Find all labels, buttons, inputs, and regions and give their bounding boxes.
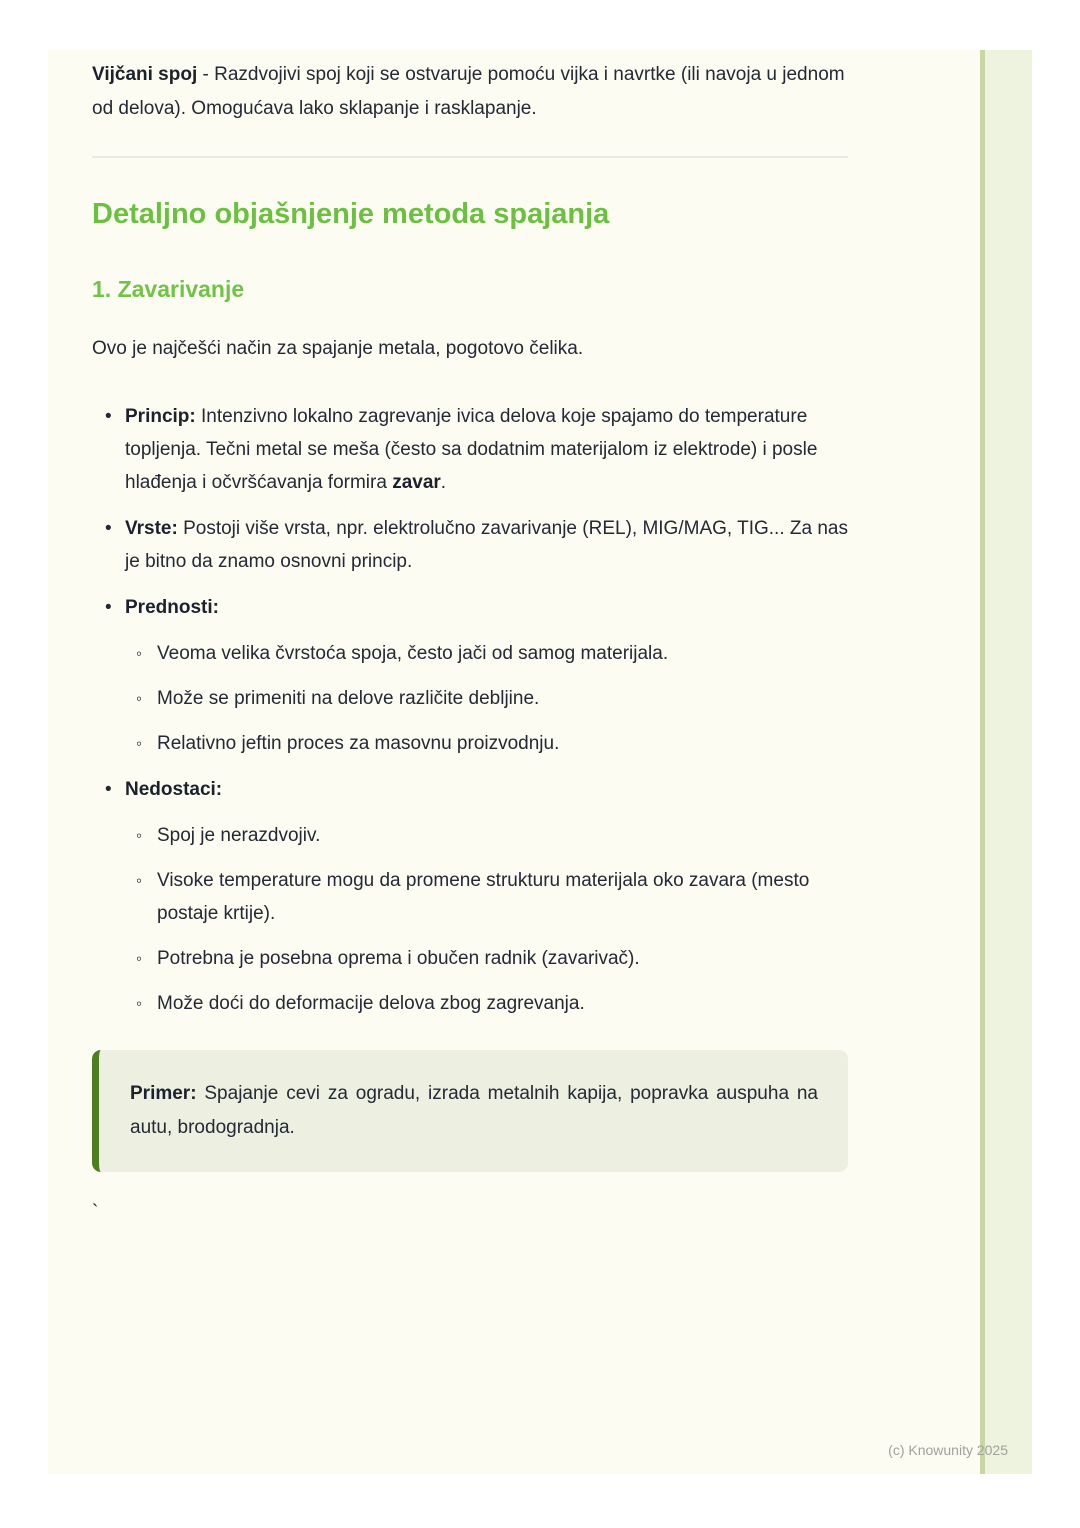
- list-item-body: [125, 773, 848, 1020]
- example-callout: [92, 1050, 848, 1172]
- bullet-icon: •: [105, 597, 112, 618]
- document-content: [92, 58, 848, 1230]
- sub-bullet-icon: ◦: [136, 994, 143, 1013]
- list-item-label: Prednosti:: [125, 597, 219, 618]
- sub-list-item: [125, 727, 848, 760]
- sub-bullet-icon: ◦: [136, 644, 143, 663]
- lead-paragraph: Ovo je najčešći način za spajanje metala, pogotovo čelika.: [92, 338, 584, 359]
- list-item-label: Vrste:: [125, 518, 178, 539]
- sub-bullet-icon: ◦: [136, 689, 143, 708]
- stray-character: `: [92, 1202, 99, 1223]
- sub-list-item-text: Veoma velika čvrstoća spoja, često jači od samog materijala.: [157, 643, 669, 664]
- callout-text: Spajanje cevi za ogradu, izrada metalnih kapija, popravka auspuha na autu, brodogradnja.: [130, 1083, 818, 1138]
- list-item-body: [125, 591, 848, 760]
- intro-paragraph: [92, 58, 848, 126]
- sub-list-item: [125, 864, 848, 930]
- bullet-list: [92, 400, 848, 1020]
- sub-list-item: [125, 682, 848, 715]
- list-item-body: [125, 400, 848, 499]
- list-item-princip: [92, 400, 848, 499]
- bullet-icon: •: [105, 406, 112, 427]
- subsection-heading: 1. Zavarivanje: [92, 276, 245, 302]
- list-item-label: Nedostaci:: [125, 779, 223, 800]
- intro-term: Vijčani spoj: [92, 64, 198, 85]
- sub-list-item-text: Relativno jeftin proces za masovnu proizvodnju.: [157, 733, 560, 754]
- sub-list-item-text: Spoj je nerazdvojiv.: [157, 825, 321, 846]
- section-divider: [92, 156, 848, 158]
- sub-bullet-icon: ◦: [136, 826, 143, 845]
- copyright-notice: (c) Knowunity 2025: [888, 1442, 1008, 1458]
- sub-list-item-text: Može doći do deformacije delova zbog zagrevanja.: [157, 993, 585, 1014]
- list-item-text: Postoji više vrsta, npr. elektrolučno zavarivanje (REL), MIG/MAG, TIG... Za nas je bitno da znamo osnovni princip.: [125, 518, 848, 572]
- sub-bullet-icon: ◦: [136, 949, 143, 968]
- bullet-icon: •: [105, 518, 112, 539]
- sub-bullet-icon: ◦: [136, 734, 143, 753]
- list-item-label: Princip:: [125, 406, 196, 427]
- document-page: [48, 50, 1032, 1474]
- sub-list-item-text: Potrebna je posebna oprema i obučen radnik (zavarivač).: [157, 948, 640, 969]
- list-item-text: Intenzivno lokalno zagrevanje ivica delova koje spajamo do temperature topljenja. Tečni metal se meša (često sa dodatnim materijalom iz elektrode) i posle hlađenja i očvršćavanja formira: [125, 406, 818, 493]
- list-item-emphasis: zavar: [392, 472, 441, 493]
- list-item-body: [125, 512, 848, 578]
- sub-list-item-text: Visoke temperature mogu da promene strukturu materijala oko zavara (mesto postaje krtije).: [157, 870, 810, 924]
- callout-label: Primer:: [130, 1083, 197, 1104]
- section-heading: Detaljno objašnjenje metoda spajanja: [92, 198, 610, 230]
- sub-list-item: [125, 637, 848, 670]
- sub-bullet-list: [125, 637, 848, 760]
- list-item-prednosti: [92, 591, 848, 760]
- sub-list-item: [125, 942, 848, 975]
- sub-list-item: [125, 819, 848, 852]
- list-item-nedostaci: [92, 773, 848, 1020]
- sub-list-item-text: Može se primeniti na delove različite debljine.: [157, 688, 540, 709]
- list-item-text-tail: .: [440, 472, 447, 493]
- intro-text: - Razdvojivi spoj koji se ostvaruje pomoću vijka i navrtke (ili navoja u jednom od delova). Omogućava lako sklapanje i rasklapanje.: [92, 64, 845, 119]
- page-edge-stripe: [980, 50, 1032, 1474]
- list-item-vrste: [92, 512, 848, 578]
- sub-bullet-icon: ◦: [136, 871, 143, 890]
- sub-list-item: [125, 987, 848, 1020]
- sub-bullet-list: [125, 819, 848, 1020]
- bullet-icon: •: [105, 779, 112, 800]
